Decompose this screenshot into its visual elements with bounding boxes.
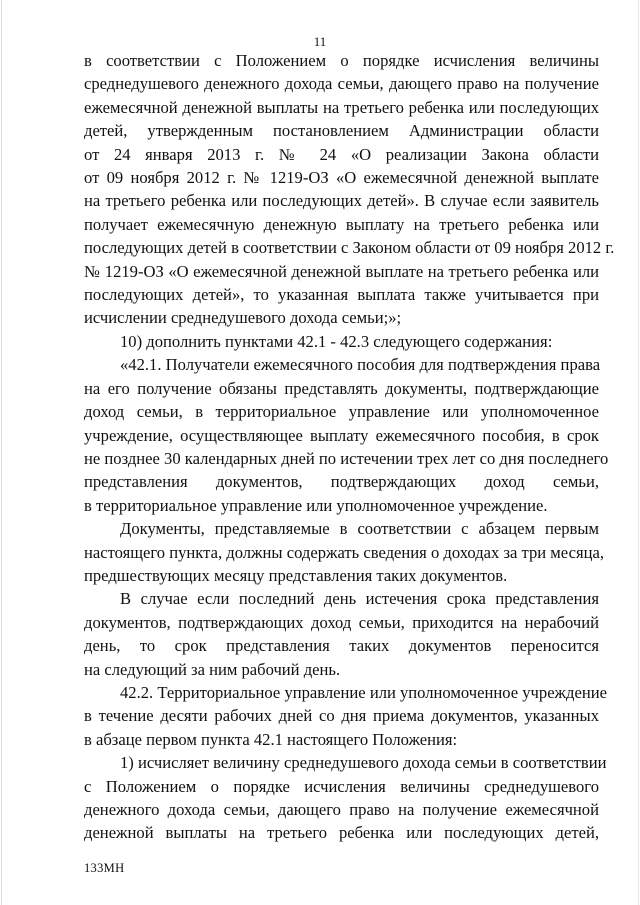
text-line: учреждение, осуществляющее выплату ежемесячного пособия, в срок xyxy=(84,425,599,445)
text-line: среднедушевого денежного дохода семьи, дающего право на получение xyxy=(84,74,599,94)
page-number: 11 xyxy=(313,34,327,49)
text-line: последующих детей», то указанная выплата также учитывается при xyxy=(84,285,599,305)
text-line: В случае если последний день истечения срока представления xyxy=(120,589,599,609)
document-body xyxy=(84,49,615,845)
text-line: 10) дополнить пунктами 42.1 - 42.3 следующего содержания: xyxy=(120,331,553,351)
text-line: Документы, представляемые в соответствии с абзацем первым xyxy=(120,519,599,539)
text-line: предшествующих месяцу представления таких документов. xyxy=(84,565,508,585)
text-line: в течение десяти рабочих дней со дня приема документов, указанных xyxy=(84,706,599,726)
text-line: документов, подтверждающих доход семьи, приходится на нерабочий xyxy=(84,612,599,632)
text-line: от 24 января 2013 г. № 24 «О реализации Закона области xyxy=(84,144,599,164)
text-line: на следующий за ним рабочий день. xyxy=(84,659,341,679)
text-line: получает ежемесячную денежную выплату на третьего ребенка или xyxy=(84,214,599,234)
text-line: ежемесячной денежной выплаты на третьего ребенка или последующих xyxy=(84,97,599,117)
text-line: с Положением о порядке исчисления величины среднедушевого xyxy=(84,776,599,796)
text-line: денежной выплаты на третьего ребенка или последующих детей, xyxy=(84,823,599,843)
document-code: 133МН xyxy=(84,861,125,875)
scan-edge-left xyxy=(1,0,2,905)
text-line: № 1219-ОЗ «О ежемесячной денежной выплате на третьего ребенка или xyxy=(84,261,599,281)
text-line: исчислении среднедушевого дохода семьи;»; xyxy=(84,308,402,328)
scan-edge-right xyxy=(638,0,639,905)
text-line: в соответствии с Положением о порядке исчисления величины xyxy=(84,51,599,70)
text-line: детей, утвержденным постановлением Администрации области xyxy=(84,121,599,141)
text-line: 42.2. Территориальное управление или уполномоченное учреждение xyxy=(120,682,607,702)
text-line: в абзаце первом пункта 42.1 настоящего Положения: xyxy=(84,729,458,749)
text-line: «42.1. Получатели ежемесячного пособия для подтверждения права xyxy=(120,355,601,375)
text-line: последующих детей в соответствии с Законом области от 09 ноября 2012 г. xyxy=(84,238,615,258)
text-line: доход семьи, в территориальное управление или уполномоченное xyxy=(84,402,599,422)
text-line: на третьего ребенка или последующих детей». В случае если заявитель xyxy=(84,191,599,211)
text-line: день, то срок представления таких документов переносится xyxy=(84,636,599,656)
text-line: не позднее 30 календарных дней по истечении трех лет со дня последнего xyxy=(84,448,609,468)
text-line: на его получение обязаны представлять документы, подтверждающие xyxy=(84,378,599,398)
text-line: 1) исчисляет величину среднедушевого дохода семьи в соответствии xyxy=(120,753,607,773)
text-line: представления документов, подтверждающих доход семьи, xyxy=(84,472,599,492)
text-line: денежного дохода семьи, дающего право на получение ежемесячной xyxy=(84,800,599,819)
text-line: настоящего пункта, должны содержать сведения о доходах за три месяца, xyxy=(84,542,604,562)
text-line: в территориальное управление или уполномоченное учреждение. xyxy=(84,495,548,515)
text-line: от 09 ноября 2012 г. № 1219-ОЗ «О ежемесячной денежной выплате xyxy=(84,168,599,188)
